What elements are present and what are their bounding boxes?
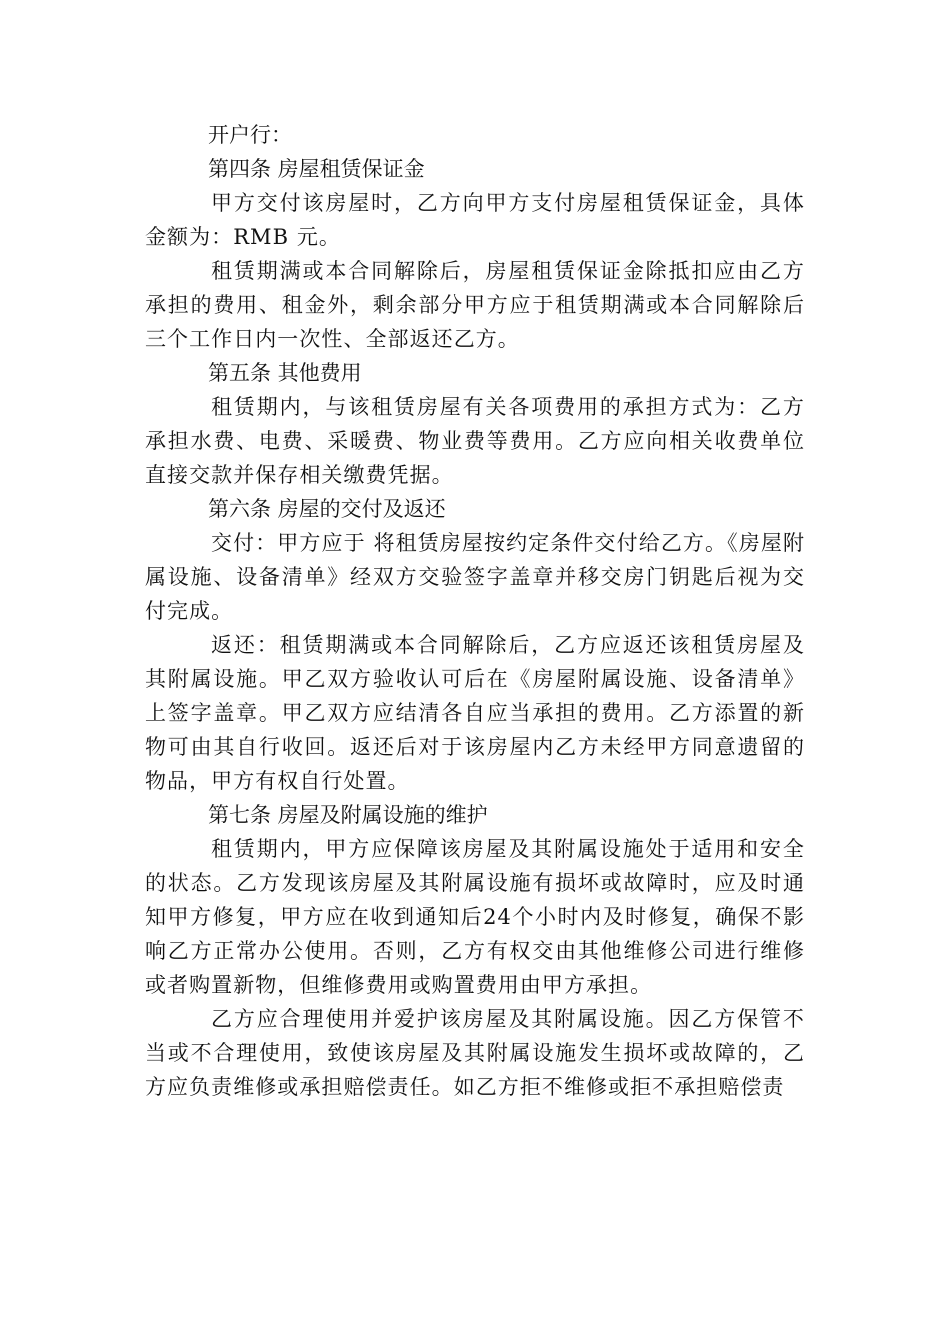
article-7-paragraph-2: 乙方应合理使用并爱护该房屋及其附属设施。因乙方保管不当或不合理使用，致使该房屋及其附属设施发生损坏或故障的，乙方应负责维修或承担赔偿责任。如乙方拒不维修或拒不承担赔偿责 [145,1007,805,1099]
article-6-delivery-paragraph: 交付：甲方应于 将租赁房屋按约定条件交付给乙方。《房屋附属设施、设备清单》经双方交验签字盖章并移交房门钥匙后视为交付完成。 [145,531,805,623]
article-5-paragraph: 租赁期内，与该租赁房屋有关各项费用的承担方式为：乙方承担水费、电费、采暖费、物业费等费用。乙方应向相关收费单位直接交款并保存相关缴费凭据。 [145,395,805,487]
article-6-return-paragraph: 返还：租赁期满或本合同解除后，乙方应返还该租赁房屋及其附属设施。甲乙双方验收认可后在《房屋附属设施、设备清单》上签字盖章。甲乙双方应结清各自应当承担的费用。乙方添置的新物可由其自行收回。返还后对于该房屋内乙方未经甲方同意遗留的物品，甲方有权自行处置。 [145,633,805,793]
article-5-heading: 第五条 其他费用 [208,361,362,385]
article-4-paragraph-2: 租赁期满或本合同解除后，房屋租赁保证金除抵扣应由乙方承担的费用、租金外，剩余部分甲方应于租赁期满或本合同解除后三个工作日内一次性、全部返还乙方。 [145,259,805,351]
bank-label: 开户行： [208,123,292,147]
article-7-paragraph-1: 租赁期内，甲方应保障该房屋及其附属设施处于适用和安全的状态。乙方发现该房屋及其附属设施有损坏或故障时，应及时通知甲方修复，甲方应在收到通知后24个小时内及时修复，确保不影响乙方正常办公使用。否则，乙方有权交由其他维修公司进行维修或者购置新物，但维修费用或购置费用由甲方承担。 [145,837,805,997]
document-page [145,118,805,1104]
article-6-heading: 第六条 房屋的交付及返还 [208,497,446,521]
article-7-heading: 第七条 房屋及附属设施的维护 [208,803,488,827]
article-4-heading: 第四条 房屋租赁保证金 [208,157,425,181]
article-4-paragraph-1: 甲方交付该房屋时，乙方向甲方支付房屋租赁保证金，具体金额为：RMB 元。 [145,191,805,249]
